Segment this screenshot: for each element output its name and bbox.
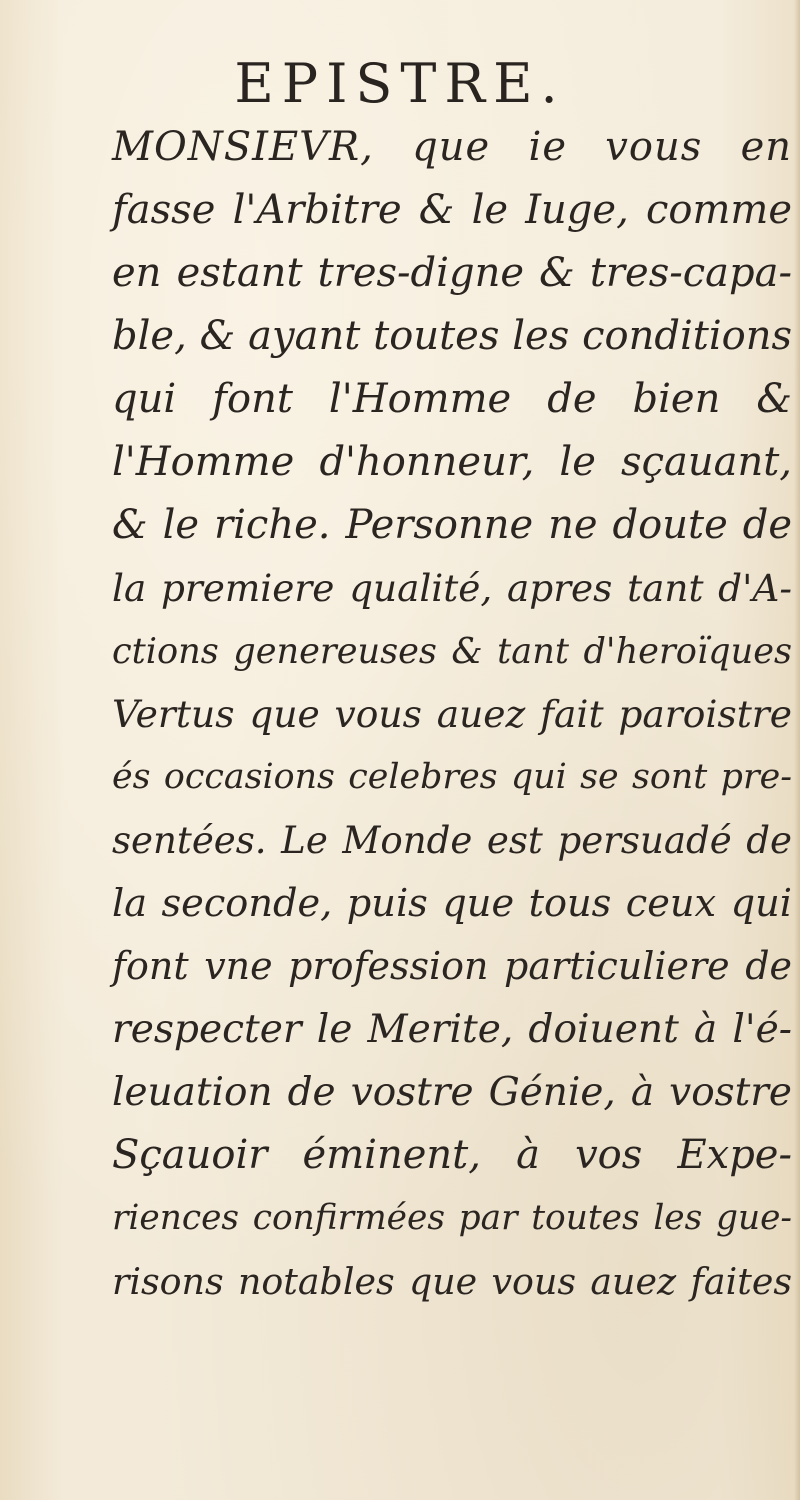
text-line: respecter le Merite, doiuent à l'é- bbox=[112, 1007, 792, 1052]
text-line: Sçauoir éminent, à vos Expe- bbox=[112, 1132, 792, 1178]
text-line: font vne profession particuliere de bbox=[112, 944, 792, 988]
text-line: l'Homme d'honneur, le sçauant, bbox=[112, 439, 792, 485]
text-line: qui font l'Homme de bien & bbox=[112, 376, 792, 422]
text-line: riences confirmées par toutes les gue- bbox=[112, 1198, 792, 1238]
text-line: fasse l'Arbitre & le Iuge, comme bbox=[112, 187, 792, 233]
text-line: Vertus que vous auez fait paroistre bbox=[112, 692, 792, 736]
text-line: leuation de vostre Génie, à vostre bbox=[112, 1070, 792, 1115]
text-line: sentées. Le Monde est persuadé de bbox=[112, 819, 792, 862]
text-line: & le riche. Personne ne doute de bbox=[112, 502, 792, 548]
page-edge-shadow bbox=[794, 0, 800, 1500]
text-line: en estant tres-digne & tres-capa- bbox=[112, 250, 792, 296]
text-line: la premiere qualité, apres tant d'A- bbox=[112, 566, 792, 610]
text-line: MONSIEVR, que ie vous en bbox=[112, 124, 792, 170]
body-text bbox=[112, 116, 792, 1313]
text-line: és occasions celebres qui se sont pre- bbox=[112, 757, 792, 797]
text-line: ble, & ayant toutes les conditions bbox=[112, 313, 792, 359]
text-line: risons notables que vous auez faites bbox=[112, 1260, 792, 1303]
running-head: EPISTRE. bbox=[234, 52, 566, 115]
text-line: la seconde, puis que tous ceux qui bbox=[112, 881, 792, 926]
text-line: ctions genereuses & tant d'heroïques bbox=[112, 631, 792, 672]
